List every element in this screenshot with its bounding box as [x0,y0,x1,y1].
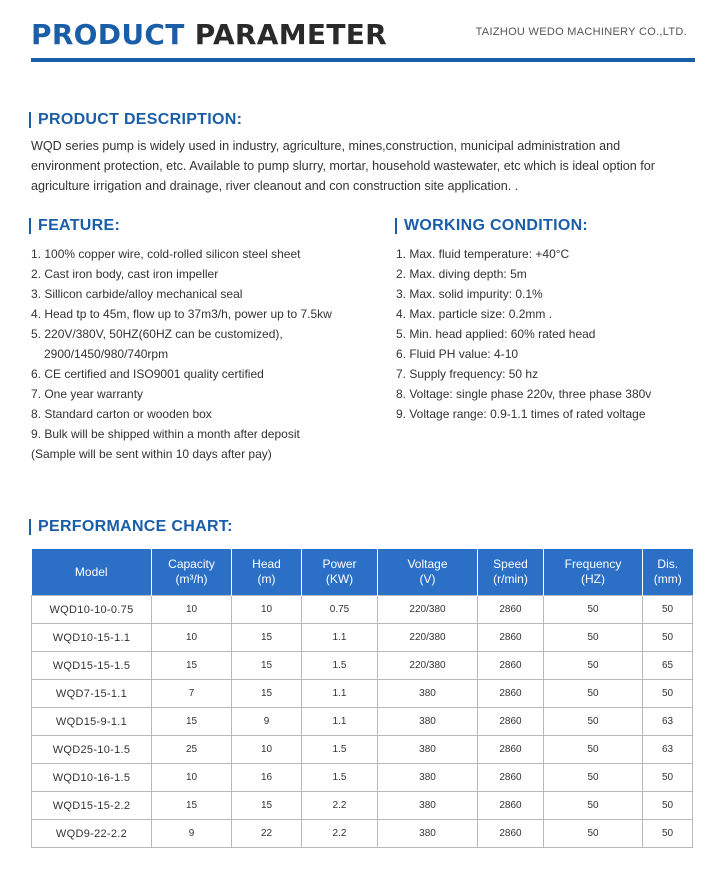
col-header-capacity: Capacity (m³/h) [152,549,232,596]
cell-speed: 2860 [478,680,544,708]
cell-frequency: 50 [544,736,643,764]
description-text: WQD series pump is widely used in industry, agriculture, mines,construction, municipal administration and environment protection, etc. Available to pump slurry, mortar, household wastewater, etc which is ideal option for agriculture irrigation and drainage, river cleanout and con construction site application. . [31,139,655,193]
cell-capacity: 15 [152,708,232,736]
header-divider [31,58,695,62]
cell-voltage: 380 [378,764,478,792]
cell-capacity: 10 [152,596,232,624]
cell-model: WQD7-15-1.1 [32,680,152,708]
cell-speed: 2860 [478,820,544,848]
cell-speed: 2860 [478,624,544,652]
working-condition-item: 8. Voltage: single phase 220v, three phase 380v [396,387,652,401]
table-row [32,736,693,764]
cell-capacity: 10 [152,624,232,652]
performance-table [31,549,693,848]
company-name: TAIZHOU WEDO MACHINERY CO.,LTD. [475,26,687,38]
col-header-voltage: Voltage (V) [378,549,478,596]
cell-voltage: 380 [378,820,478,848]
cell-frequency: 50 [544,596,643,624]
cell-power: 1.1 [302,680,378,708]
cell-frequency: 50 [544,820,643,848]
feature-list [31,244,332,464]
cell-head: 22 [232,820,302,848]
cell-model: WQD10-15-1.1 [32,624,152,652]
page-title-part1: PRODUCT [31,18,185,51]
feature-item: 9. Bulk will be shipped within a month after deposit [31,427,300,441]
performance-chart-heading: PERFORMANCE CHART: [29,517,233,537]
cell-capacity: 9 [152,820,232,848]
feature-item: (Sample will be sent within 10 days after pay) [31,447,272,461]
working-condition-heading: WORKING CONDITION: [395,216,588,236]
cell-model: WQD10-16-1.5 [32,764,152,792]
cell-voltage: 220/380 [378,624,478,652]
cell-voltage: 380 [378,792,478,820]
cell-voltage: 380 [378,680,478,708]
cell-speed: 2860 [478,652,544,680]
cell-head: 15 [232,652,302,680]
cell-power: 2.2 [302,792,378,820]
cell-model: WQD25-10-1.5 [32,736,152,764]
cell-capacity: 25 [152,736,232,764]
performance-table-body [32,596,693,848]
table-row [32,820,693,848]
cell-dis: 50 [643,624,693,652]
working-condition-item: 6. Fluid PH value: 4-10 [396,347,519,361]
feature-item: 6. CE certified and ISO9001 quality certified [31,367,264,381]
feature-item: 5. 220V/380V, 50HZ(60HZ can be customized), [31,327,283,341]
table-row [32,624,693,652]
cell-speed: 2860 [478,708,544,736]
cell-power: 1.5 [302,764,378,792]
cell-model: WQD9-22-2.2 [32,820,152,848]
cell-speed: 2860 [478,736,544,764]
cell-head: 15 [232,624,302,652]
working-condition-item: 5. Min. head applied: 60% rated head [396,327,596,341]
feature-item: 2. Cast iron body, cast iron impeller [31,267,219,281]
cell-capacity: 7 [152,680,232,708]
col-header-head: Head (m) [232,549,302,596]
col-header-dis: Dis. (mm) [643,549,693,596]
col-header-model: Model [32,549,152,596]
cell-dis: 63 [643,708,693,736]
page-header [31,18,695,62]
cell-frequency: 50 [544,680,643,708]
cell-power: 1.5 [302,652,378,680]
col-header-power: Power (KW) [302,549,378,596]
cell-dis: 50 [643,764,693,792]
description-heading: PRODUCT DESCRIPTION: [29,110,242,130]
table-row [32,708,693,736]
cell-head: 9 [232,708,302,736]
cell-head: 10 [232,596,302,624]
cell-dis: 50 [643,792,693,820]
working-condition-item: 9. Voltage range: 0.9-1.1 times of rated voltage [396,407,646,421]
cell-frequency: 50 [544,624,643,652]
cell-speed: 2860 [478,764,544,792]
page-title [31,18,387,52]
cell-dis: 50 [643,680,693,708]
cell-power: 1.1 [302,708,378,736]
cell-dis: 50 [643,820,693,848]
working-condition-list [396,244,651,424]
cell-voltage: 220/380 [378,652,478,680]
cell-voltage: 380 [378,736,478,764]
cell-model: WQD10-10-0.75 [32,596,152,624]
cell-frequency: 50 [544,652,643,680]
cell-voltage: 380 [378,708,478,736]
feature-item: 2900/1450/980/740rpm [44,347,169,361]
cell-frequency: 50 [544,708,643,736]
cell-voltage: 220/380 [378,596,478,624]
cell-capacity: 15 [152,792,232,820]
cell-speed: 2860 [478,792,544,820]
cell-frequency: 50 [544,764,643,792]
table-row [32,792,693,820]
cell-model: WQD15-15-2.2 [32,792,152,820]
page-title-part2: PARAMETER [194,18,388,51]
table-row [32,596,693,624]
col-header-frequency: Frequency (HZ) [544,549,643,596]
working-condition-item: 3. Max. solid impurity: 0.1% [396,287,543,301]
cell-dis: 65 [643,652,693,680]
feature-heading: FEATURE: [29,216,120,236]
cell-power: 1.1 [302,624,378,652]
feature-item: 8. Standard carton or wooden box [31,407,212,421]
table-row [32,652,693,680]
table-row [32,680,693,708]
cell-dis: 50 [643,596,693,624]
cell-power: 1.5 [302,736,378,764]
feature-item: 4. Head tp to 45m, flow up to 37m3/h, power up to 7.5kw [31,307,332,321]
cell-power: 2.2 [302,820,378,848]
cell-head: 16 [232,764,302,792]
cell-capacity: 15 [152,652,232,680]
cell-model: WQD15-9-1.1 [32,708,152,736]
cell-dis: 63 [643,736,693,764]
cell-frequency: 50 [544,792,643,820]
performance-table-header-row [32,549,693,596]
working-condition-item: 7. Supply frequency: 50 hz [396,367,539,381]
working-condition-item: 1. Max. fluid temperature: +40°C [396,247,570,261]
feature-item: 1. 100% copper wire, cold-rolled silicon steel sheet [31,247,301,261]
cell-speed: 2860 [478,596,544,624]
cell-capacity: 10 [152,764,232,792]
working-condition-item: 2. Max. diving depth: 5m [396,267,527,281]
feature-item: 7. One year warranty [31,387,144,401]
cell-head: 15 [232,792,302,820]
cell-head: 10 [232,736,302,764]
feature-item: 3. Sillicon carbide/alloy mechanical seal [31,287,243,301]
cell-model: WQD15-15-1.5 [32,652,152,680]
col-header-speed: Speed (r/min) [478,549,544,596]
cell-head: 15 [232,680,302,708]
working-condition-item: 4. Max. particle size: 0.2mm . [396,307,553,321]
table-row [32,764,693,792]
cell-power: 0.75 [302,596,378,624]
